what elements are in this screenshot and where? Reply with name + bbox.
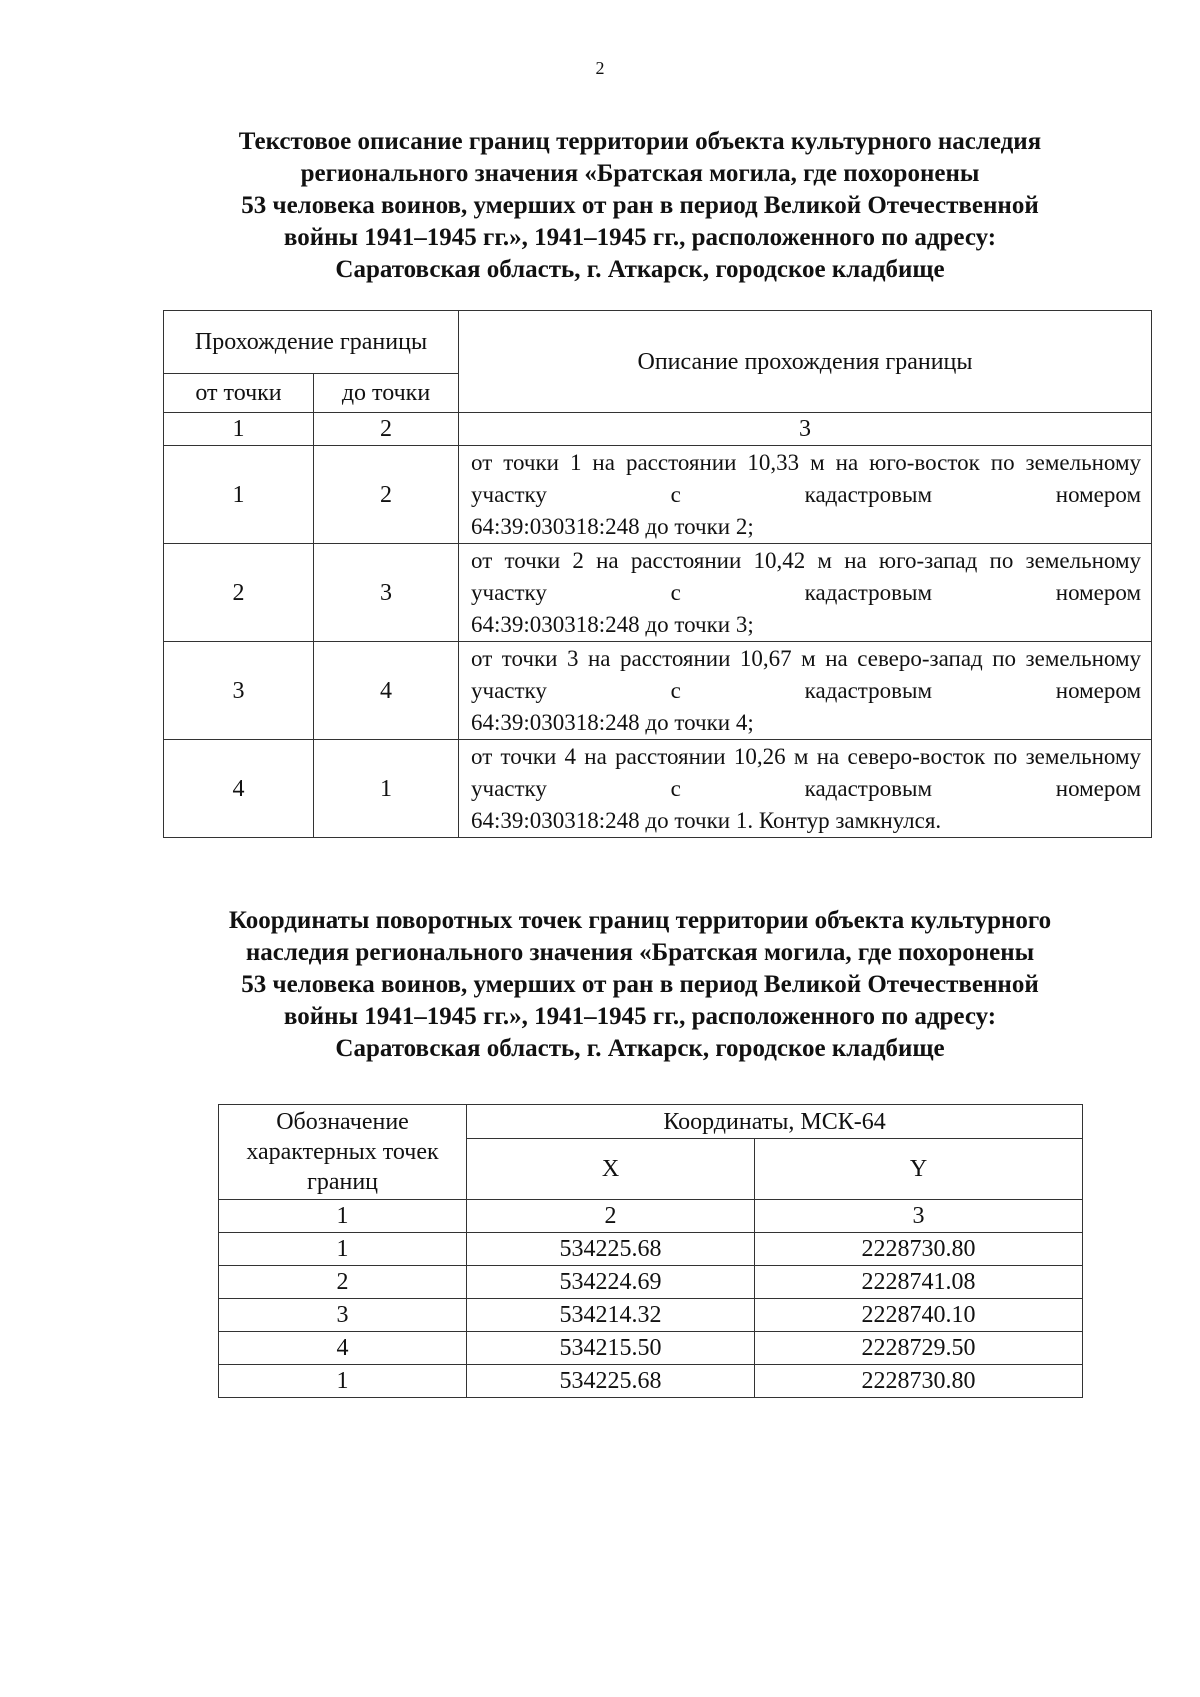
- title-line: 53 человека воинов, умерших от ран в период Великой Отечественной: [241, 192, 1039, 219]
- coord-y: 2228741.08: [755, 1266, 1083, 1299]
- header-y: Y: [755, 1139, 1083, 1200]
- description-text: от точки 3 на расстоянии 10,67 м на северо-запад по земельному участку с кадастровым номером: [471, 645, 1142, 703]
- coord-x: 534215.50: [467, 1332, 755, 1365]
- column-number: 2: [314, 413, 459, 446]
- from-point: 4: [164, 740, 314, 838]
- coord-y: 2228740.10: [755, 1299, 1083, 1332]
- description-last-line: 64:39:030318:248 до точки 2;: [471, 513, 754, 539]
- from-point: 1: [164, 446, 314, 544]
- to-point: 4: [314, 642, 459, 740]
- title-line: регионального значения «Братская могила, где похоронены: [300, 160, 980, 187]
- to-point: 3: [314, 544, 459, 642]
- coord-y: 2228730.80: [755, 1365, 1083, 1398]
- table-header-row: [164, 311, 1152, 374]
- from-point: 3: [164, 642, 314, 740]
- boundary-description: [459, 740, 1152, 838]
- to-point: 1: [314, 740, 459, 838]
- table-row: [164, 642, 1152, 740]
- coordinates-table: [218, 1104, 1083, 1398]
- boundary-description: [459, 642, 1152, 740]
- title-line: войны 1941–1945 гг.», 1941–1945 гг., расположенного по адресу:: [283, 1003, 997, 1030]
- header-coordinates: Координаты, МСК-64: [467, 1105, 1083, 1139]
- title-line: 53 человека воинов, умерших от ран в период Великой Отечественной: [241, 971, 1039, 998]
- coord-x: 534225.68: [467, 1233, 755, 1266]
- header-point-label: Обозначение характерных точек границ: [219, 1105, 467, 1200]
- coordinates-title: [150, 905, 1130, 1065]
- table-row: [164, 740, 1152, 838]
- column-number: 3: [459, 413, 1152, 446]
- boundary-description-table: [163, 310, 1152, 838]
- coord-x: 534225.68: [467, 1365, 755, 1398]
- table-row: [219, 1299, 1083, 1332]
- coord-y: 2228729.50: [755, 1332, 1083, 1365]
- boundary-description: [459, 446, 1152, 544]
- column-number: 2: [467, 1200, 755, 1233]
- table-row: [219, 1332, 1083, 1365]
- title-line: наследия регионального значения «Братская могила, где похоронены: [245, 939, 1035, 966]
- description-text: от точки 2 на расстоянии 10,42 м на юго-запад по земельному участку с кадастровым номером: [471, 547, 1142, 605]
- header-to: до точки: [314, 374, 459, 413]
- point-id: 3: [219, 1299, 467, 1332]
- description-last-line: 64:39:030318:248 до точки 1. Контур замкнулся.: [471, 807, 942, 833]
- table-row: [164, 544, 1152, 642]
- boundary-description: [459, 544, 1152, 642]
- from-point: 2: [164, 544, 314, 642]
- point-id: 1: [219, 1365, 467, 1398]
- boundary-description-title: [150, 126, 1130, 286]
- point-id: 2: [219, 1266, 467, 1299]
- title-line: Саратовская область, г. Аткарск, городское кладбище: [335, 1035, 945, 1062]
- column-number-row: [219, 1200, 1083, 1233]
- to-point: 2: [314, 446, 459, 544]
- table-row: [164, 446, 1152, 544]
- table-row: [219, 1365, 1083, 1398]
- table-row: [219, 1266, 1083, 1299]
- header-passage: Прохождение границы: [164, 311, 459, 374]
- table-row: [219, 1233, 1083, 1266]
- point-id: 1: [219, 1233, 467, 1266]
- coord-y: 2228730.80: [755, 1233, 1083, 1266]
- title-line: Саратовская область, г. Аткарск, городское кладбище: [335, 256, 945, 283]
- header-description: Описание прохождения границы: [459, 311, 1152, 413]
- header-x: X: [467, 1139, 755, 1200]
- column-number: 3: [755, 1200, 1083, 1233]
- coord-x: 534214.32: [467, 1299, 755, 1332]
- coord-x: 534224.69: [467, 1266, 755, 1299]
- table-header-row: [219, 1105, 1083, 1139]
- title-line: Текстовое описание границ территории объекта культурного наследия: [238, 128, 1042, 155]
- column-number-row: [164, 413, 1152, 446]
- column-number: 1: [164, 413, 314, 446]
- page-number: 2: [595, 58, 605, 78]
- description-text: от точки 1 на расстоянии 10,33 м на юго-восток по земельному участку с кадастровым номером: [471, 449, 1142, 507]
- description-last-line: 64:39:030318:248 до точки 4;: [471, 709, 754, 735]
- header-from: от точки: [164, 374, 314, 413]
- description-last-line: 64:39:030318:248 до точки 3;: [471, 611, 754, 637]
- title-line: войны 1941–1945 гг.», 1941–1945 гг., расположенного по адресу:: [283, 224, 997, 251]
- title-line: Координаты поворотных точек границ территории объекта культурного: [228, 907, 1052, 934]
- point-id: 4: [219, 1332, 467, 1365]
- description-text: от точки 4 на расстоянии 10,26 м на северо-восток по земельному участку с кадастровым номером: [471, 743, 1142, 801]
- column-number: 1: [219, 1200, 467, 1233]
